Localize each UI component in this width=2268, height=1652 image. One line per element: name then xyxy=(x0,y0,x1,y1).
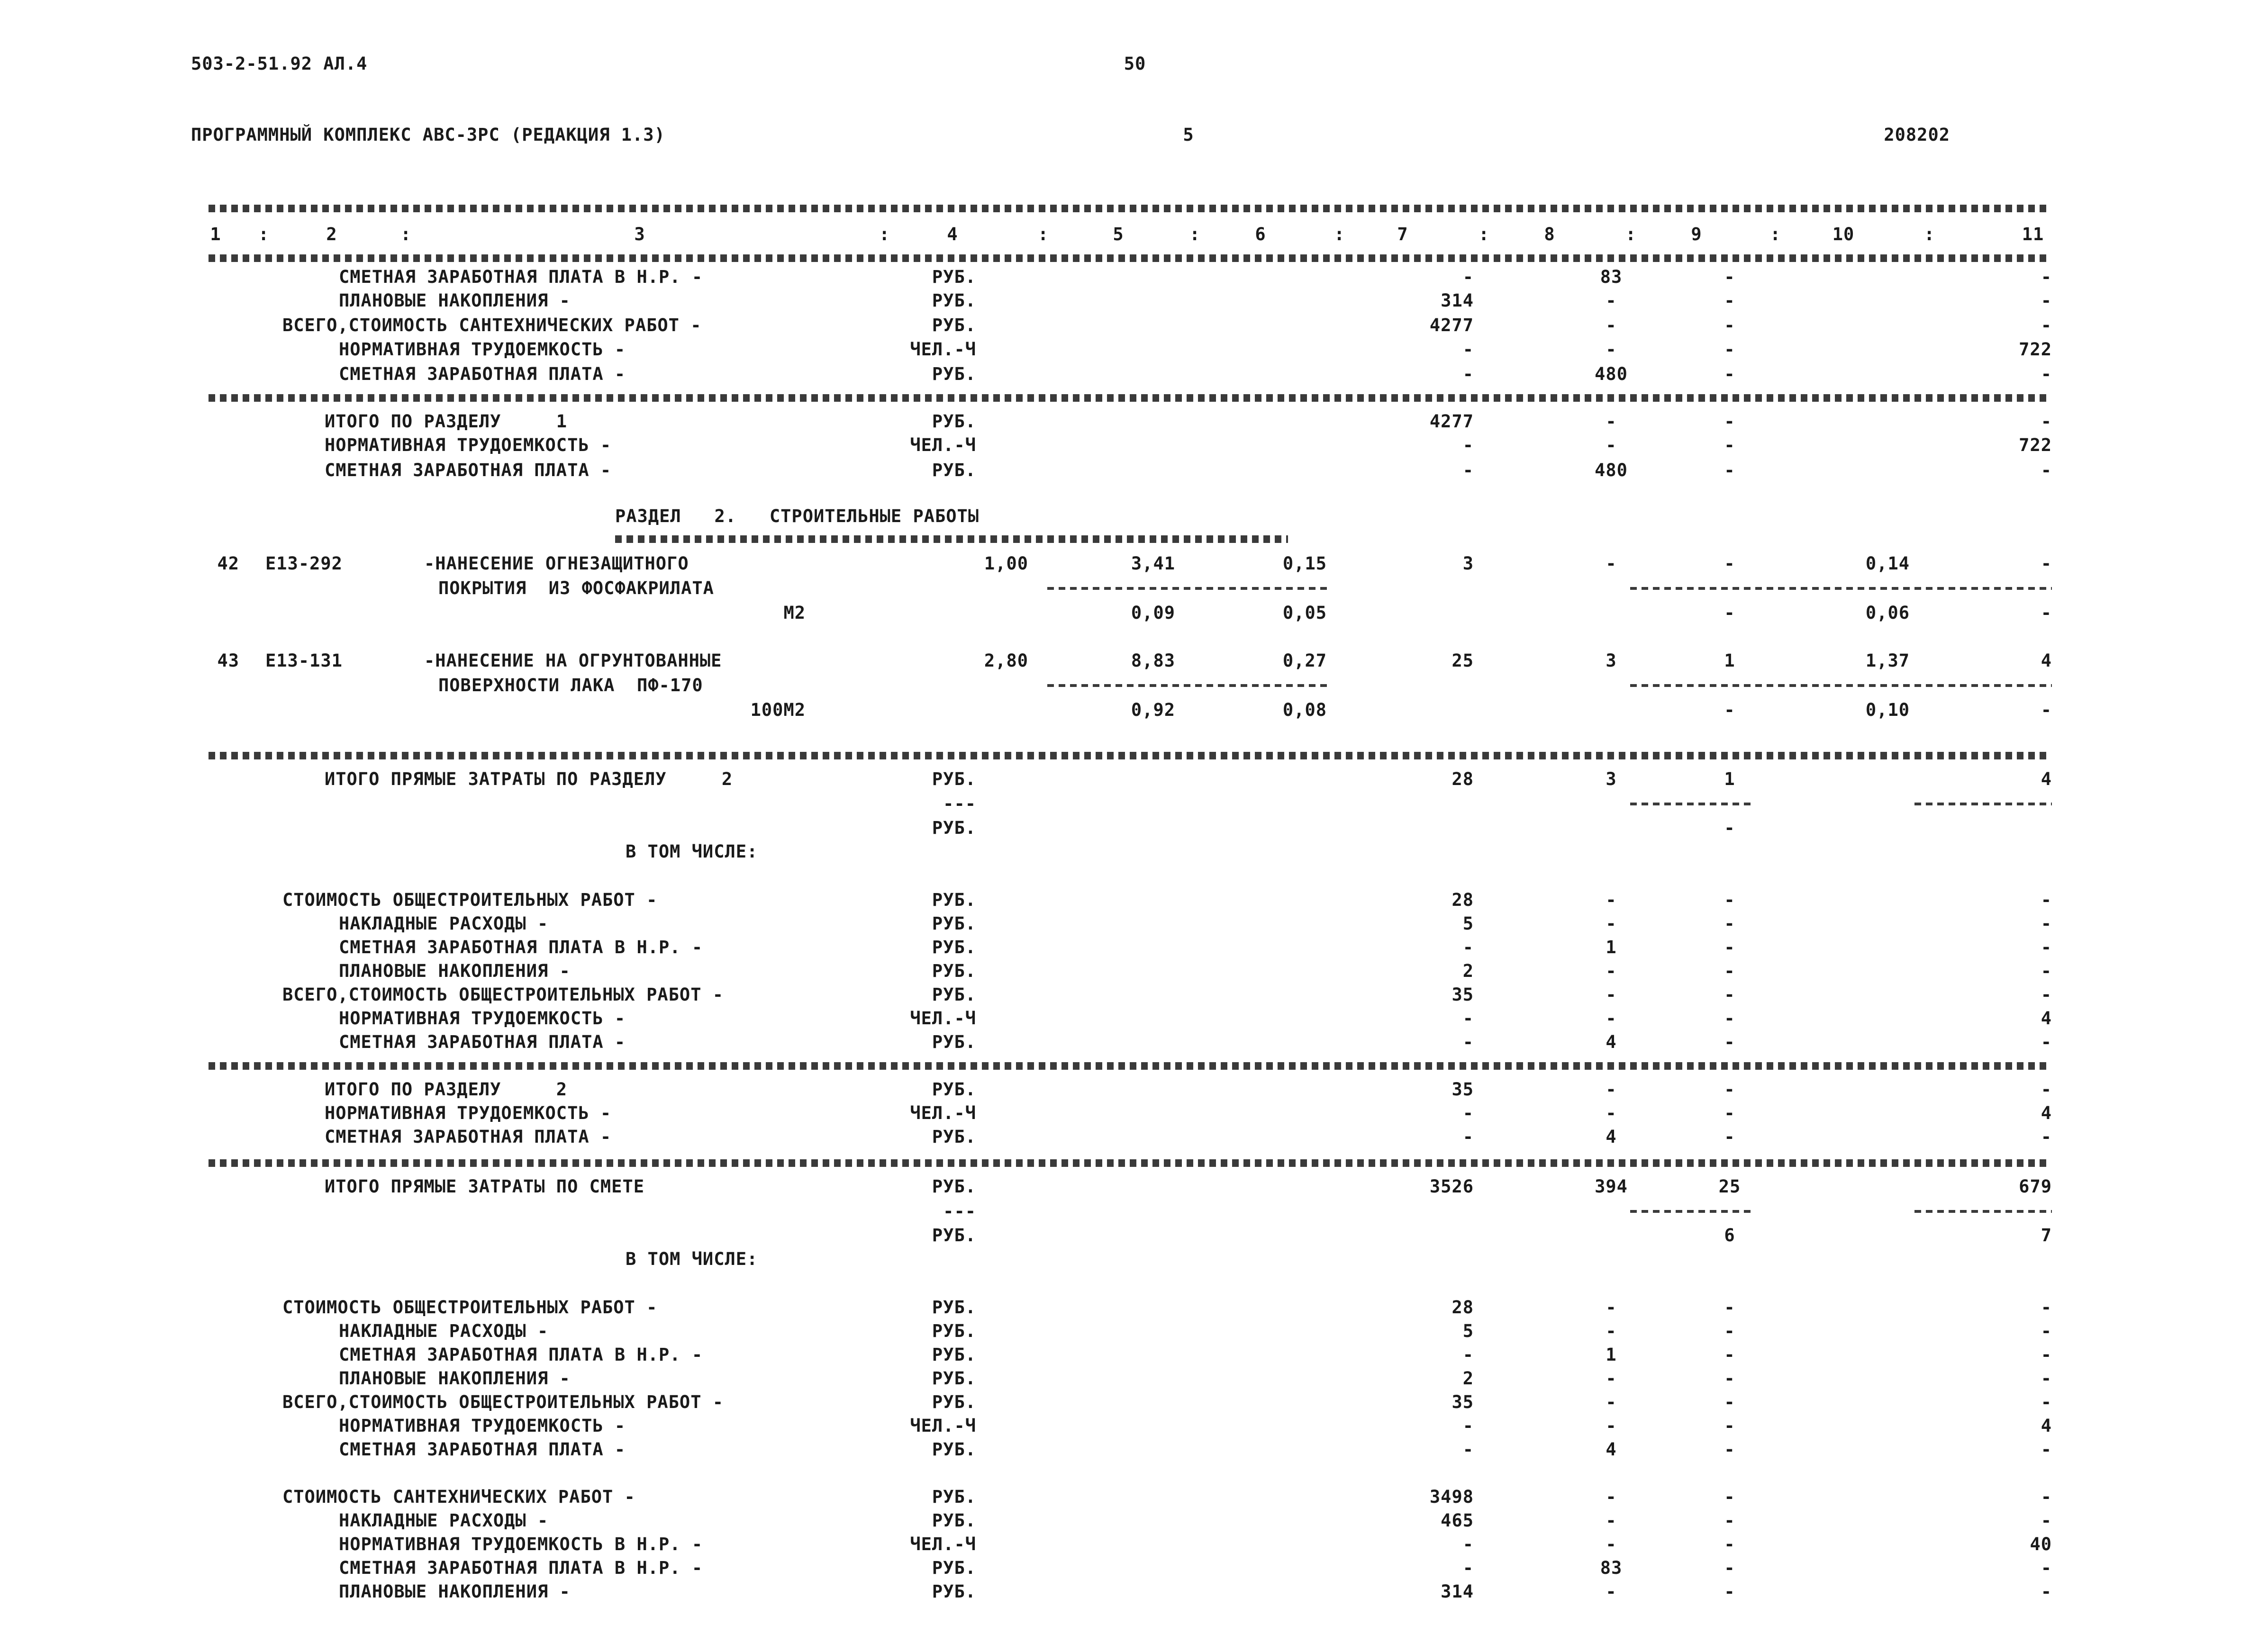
cell-col7: 3526 xyxy=(1429,1176,1474,1197)
cell-col11: 722 xyxy=(2019,339,2052,360)
row-label: СМЕТНАЯ ЗАРАБОТНАЯ ПЛАТА В Н.Р. - xyxy=(339,267,703,287)
cell-col9: - xyxy=(1724,1103,1735,1123)
cell-col11: - xyxy=(2041,890,2052,910)
cell-col10: 1,37 xyxy=(1865,650,1910,671)
cell-col9: - xyxy=(1724,315,1735,335)
row-unit: РУБ. xyxy=(932,1487,976,1507)
row-unit: РУБ. xyxy=(932,460,976,480)
cell-col8: - xyxy=(1606,1079,1617,1100)
column-separator: : xyxy=(1924,224,1935,244)
section-rule xyxy=(209,1062,2050,1070)
cell-col8: - xyxy=(1606,1392,1617,1412)
cell-col5: 3,41 xyxy=(1131,553,1175,574)
row-unit: ЧЕЛ.-Ч xyxy=(910,1008,976,1029)
cell-col8: - xyxy=(1606,290,1617,311)
cell-col11: - xyxy=(2041,1510,2052,1531)
row-unit: РУБ. xyxy=(932,984,976,1005)
row-label: СМЕТНАЯ ЗАРАБОТНАЯ ПЛАТА - xyxy=(325,1127,612,1147)
row-unit: ЧЕЛ.-Ч xyxy=(910,339,976,360)
cell-col7: 314 xyxy=(1441,1581,1474,1602)
cell-col9: - xyxy=(1724,1534,1735,1554)
cell-col9: - xyxy=(1724,435,1735,455)
cell-col9: - xyxy=(1724,1079,1735,1100)
cell-col8: - xyxy=(1606,339,1617,360)
column-header-5: 5 xyxy=(1113,224,1124,244)
row-unit: ЧЕЛ.-Ч xyxy=(910,1416,976,1436)
cell-col7: - xyxy=(1462,1439,1474,1460)
cell-col11: - xyxy=(2041,1032,2052,1052)
row-label: СМЕТНАЯ ЗАРАБОТНАЯ ПЛАТА - xyxy=(339,364,626,384)
cell-col7: 35 xyxy=(1452,1079,1474,1100)
row-unit: РУБ. xyxy=(932,315,976,335)
section-title-underline xyxy=(615,535,1288,543)
row-unit: РУБ. xyxy=(932,290,976,311)
row-label: ИТОГО ПО РАЗДЕЛУ 2 xyxy=(325,1079,568,1100)
cell-col6-sub: 0,08 xyxy=(1282,700,1327,720)
cell-col7: 28 xyxy=(1452,769,1474,789)
row-unit: РУБ. xyxy=(932,1345,976,1365)
row-label: СМЕТНАЯ ЗАРАБОТНАЯ ПЛАТА В Н.Р. - xyxy=(339,1558,703,1578)
column-separator: : xyxy=(879,224,890,244)
sub-rule xyxy=(1630,1210,1753,1213)
row-label: НОРМАТИВНАЯ ТРУДОЕМКОСТЬ - xyxy=(325,1103,612,1123)
cell-col11: 4 xyxy=(2041,1416,2052,1436)
row-unit: РУБ. xyxy=(932,1079,976,1100)
cell-col8: - xyxy=(1606,961,1617,981)
cell-col9: - xyxy=(1724,1008,1735,1029)
column-separator: : xyxy=(1189,224,1201,244)
item-quantity: 2,80 xyxy=(984,650,1028,671)
cell-col9-sub: - xyxy=(1724,603,1735,623)
row-unit: РУБ. xyxy=(932,818,976,838)
including-label: В ТОМ ЧИСЛЕ: xyxy=(626,841,758,862)
cell-col7: - xyxy=(1462,1103,1474,1123)
row-label: НОРМАТИВНАЯ ТРУДОЕМКОСТЬ - xyxy=(339,1008,626,1029)
item-code: Е13-292 xyxy=(265,553,343,574)
sub-rule xyxy=(1630,803,1753,805)
cell-col9-sub: - xyxy=(1724,700,1735,720)
section-rule xyxy=(209,394,2050,402)
doc-code: 503-2-51.92 АЛ.4 xyxy=(191,54,368,74)
cell-col7: 3498 xyxy=(1429,1487,1474,1507)
cell-col9: - xyxy=(1724,553,1735,574)
cell-col8: 480 xyxy=(1595,364,1628,384)
row-unit: РУБ. xyxy=(932,1558,976,1578)
cell-col8: 4 xyxy=(1606,1032,1617,1052)
section-rule xyxy=(209,1159,2050,1167)
cell-col11: - xyxy=(2041,937,2052,957)
row-unit: РУБ. xyxy=(932,890,976,910)
row-label: НОРМАТИВНАЯ ТРУДОЕМКОСТЬ - xyxy=(325,435,612,455)
row-label: СМЕТНАЯ ЗАРАБОТНАЯ ПЛАТА В Н.Р. - xyxy=(339,937,703,957)
cell-col11: - xyxy=(2041,1439,2052,1460)
table-top-rule xyxy=(209,205,2050,212)
cell-col11: - xyxy=(2041,267,2052,287)
cell-col11: - xyxy=(2041,1127,2052,1147)
row-label: НАКЛАДНЫЕ РАСХОДЫ - xyxy=(339,1510,549,1531)
cell-col11: 4 xyxy=(2041,1008,2052,1029)
cell-col9-sub: - xyxy=(1724,818,1735,838)
cell-col11: - xyxy=(2041,961,2052,981)
cell-col9: - xyxy=(1724,1510,1735,1531)
cell-col5-sub: 0,09 xyxy=(1131,603,1175,623)
cell-col9: - xyxy=(1724,1345,1735,1365)
cell-col11: - xyxy=(2041,1345,2052,1365)
column-separator: : xyxy=(1625,224,1637,244)
cell-col9: - xyxy=(1724,1321,1735,1341)
cell-col7: 465 xyxy=(1441,1510,1474,1531)
cell-col11: - xyxy=(2041,1079,2052,1100)
row-label: СТОИМОСТЬ ОБЩЕСТРОИТЕЛЬНЫХ РАБОТ - xyxy=(282,890,658,910)
cell-col8: 4 xyxy=(1606,1439,1617,1460)
cell-col6: 0,15 xyxy=(1282,553,1327,574)
cell-col8: 3 xyxy=(1606,769,1617,789)
cell-col8: - xyxy=(1606,1534,1617,1554)
cell-col5-sub: 0,92 xyxy=(1131,700,1175,720)
column-header-11: 11 xyxy=(2022,224,2044,244)
sub-rule xyxy=(1914,803,2052,805)
cell-col11: 40 xyxy=(2030,1534,2052,1554)
cell-col9: - xyxy=(1724,1487,1735,1507)
cell-col8: 480 xyxy=(1595,460,1628,480)
row-unit: РУБ. xyxy=(932,1032,976,1052)
cell-col9: - xyxy=(1724,1127,1735,1147)
cell-col9: - xyxy=(1724,411,1735,432)
cell-col7: 314 xyxy=(1441,290,1474,311)
cell-col7: 35 xyxy=(1452,984,1474,1005)
column-header-7: 7 xyxy=(1397,224,1408,244)
cell-col11: - xyxy=(2041,411,2052,432)
cell-col10: 0,14 xyxy=(1865,553,1910,574)
cell-col9: - xyxy=(1724,1558,1735,1578)
cell-col7: - xyxy=(1462,267,1474,287)
cell-col11: - xyxy=(2041,984,2052,1005)
cell-col9: - xyxy=(1724,1297,1735,1318)
cell-col9: - xyxy=(1724,1439,1735,1460)
row-label: СТОИМОСТЬ ОБЩЕСТРОИТЕЛЬНЫХ РАБОТ - xyxy=(282,1297,658,1318)
row-label: ИТОГО ПРЯМЫЕ ЗАТРАТЫ ПО РАЗДЕЛУ 2 xyxy=(325,769,733,789)
cell-col9: - xyxy=(1724,339,1735,360)
cell-col8: - xyxy=(1606,411,1617,432)
row-label: ВСЕГО,СТОИМОСТЬ ОБЩЕСТРОИТЕЛЬНЫХ РАБОТ - xyxy=(282,984,724,1005)
cell-col11: - xyxy=(2041,1487,2052,1507)
row-unit: РУБ. xyxy=(932,411,976,432)
cell-col8: - xyxy=(1606,1487,1617,1507)
cell-col7: - xyxy=(1462,435,1474,455)
column-separator: : xyxy=(1479,224,1490,244)
cell-col7: 4277 xyxy=(1429,411,1474,432)
cell-col11: 679 xyxy=(2019,1176,2052,1197)
cell-col9: - xyxy=(1724,460,1735,480)
cell-col8: 83 xyxy=(1600,1558,1623,1578)
page-number: 50 xyxy=(1124,54,1146,74)
cell-col8: - xyxy=(1606,1510,1617,1531)
cell-col7: 2 xyxy=(1462,961,1474,981)
cell-col9: - xyxy=(1724,961,1735,981)
row-unit: РУБ. xyxy=(932,1510,976,1531)
cell-col8: - xyxy=(1606,984,1617,1005)
row-unit: РУБ. xyxy=(932,913,976,934)
item-name-continued: ПОКРЫТИЯ ИЗ ФОСФАКРИЛАТА xyxy=(438,578,714,598)
row-label: ВСЕГО,СТОИМОСТЬ ОБЩЕСТРОИТЕЛЬНЫХ РАБОТ - xyxy=(282,1392,724,1412)
cell-col11: 722 xyxy=(2019,435,2052,455)
cell-col8: - xyxy=(1606,1416,1617,1436)
column-header-10: 10 xyxy=(1832,224,1855,244)
item-quantity: 1,00 xyxy=(984,553,1028,574)
cell-col6-sub: 0,05 xyxy=(1282,603,1327,623)
row-unit: ЧЕЛ.-Ч xyxy=(910,1103,976,1123)
column-header-2: 2 xyxy=(326,224,337,244)
cell-col11: - xyxy=(2041,364,2052,384)
section-title: РАЗДЕЛ 2. СТРОИТЕЛЬНЫЕ РАБОТЫ xyxy=(615,506,980,526)
cell-col6: 0,27 xyxy=(1282,650,1327,671)
column-header-8: 8 xyxy=(1544,224,1555,244)
row-label: ИТОГО ПРЯМЫЕ ЗАТРАТЫ ПО СМЕТЕ xyxy=(325,1176,645,1197)
column-separator: : xyxy=(1770,224,1781,244)
column-separator: : xyxy=(258,224,270,244)
cell-col9-sub: 6 xyxy=(1724,1225,1735,1246)
cell-col8: 1 xyxy=(1606,937,1617,957)
cell-col8: 1 xyxy=(1606,1345,1617,1365)
cell-col11: - xyxy=(2041,290,2052,311)
cell-col8: - xyxy=(1606,1368,1617,1389)
row-label: НАКЛАДНЫЕ РАСХОДЫ - xyxy=(339,1321,549,1341)
cell-col9: - xyxy=(1724,937,1735,957)
cell-col8: 4 xyxy=(1606,1127,1617,1147)
column-header-3: 3 xyxy=(634,224,645,244)
cell-col7: - xyxy=(1462,1032,1474,1052)
program-title: ПРОГРАММНЫЙ КОМПЛЕКС АВС-3РС (РЕДАКЦИЯ 1.3) xyxy=(191,125,665,145)
cell-col8: 83 xyxy=(1600,267,1623,287)
row-label: НОРМАТИВНАЯ ТРУДОЕМКОСТЬ - xyxy=(339,1416,626,1436)
item-name: -НАНЕСЕНИЕ ОГНЕЗАЩИТНОГО xyxy=(424,553,689,574)
row-unit: РУБ. xyxy=(932,1297,976,1318)
row-unit: РУБ. xyxy=(932,267,976,287)
cell-col5: 8,83 xyxy=(1131,650,1175,671)
cell-col8: - xyxy=(1606,1581,1617,1602)
including-label: В ТОМ ЧИСЛЕ: xyxy=(626,1249,758,1269)
sub-rule xyxy=(1914,1210,2052,1213)
cell-col8: - xyxy=(1606,1297,1617,1318)
cell-col9: - xyxy=(1724,1581,1735,1602)
sheet-number: 5 xyxy=(1183,125,1194,145)
cell-col7: - xyxy=(1462,339,1474,360)
row-unit: РУБ. xyxy=(932,961,976,981)
row-label: НОРМАТИВНАЯ ТРУДОЕМКОСТЬ - xyxy=(339,339,626,360)
row-unit: РУБ. xyxy=(932,1581,976,1602)
cell-col9: 25 xyxy=(1718,1176,1741,1197)
cell-col11-sub: - xyxy=(2041,700,2052,720)
item-name-continued: ПОВЕРХНОСТИ ЛАКА ПФ-170 xyxy=(438,675,703,695)
cell-col8: - xyxy=(1606,435,1617,455)
cell-col11: - xyxy=(2041,1558,2052,1578)
cell-col8: - xyxy=(1606,913,1617,934)
cell-col11: - xyxy=(2041,1581,2052,1602)
item-number: 43 xyxy=(217,650,239,671)
cell-col9: 1 xyxy=(1724,769,1735,789)
row-unit: РУБ. xyxy=(932,364,976,384)
cell-col7: 2 xyxy=(1462,1368,1474,1389)
row-unit: РУБ. xyxy=(932,937,976,957)
row-unit: ЧЕЛ.-Ч xyxy=(910,1534,976,1554)
item-sub-rule xyxy=(1047,587,1327,590)
cell-col7: 28 xyxy=(1452,1297,1474,1318)
cell-col8: - xyxy=(1606,1321,1617,1341)
column-header-4: 4 xyxy=(947,224,958,244)
cell-col8: - xyxy=(1606,890,1617,910)
row-label: НОРМАТИВНАЯ ТРУДОЕМКОСТЬ В Н.Р. - xyxy=(339,1534,703,1554)
cell-col7: 5 xyxy=(1462,913,1474,934)
row-label: СМЕТНАЯ ЗАРАБОТНАЯ ПЛАТА - xyxy=(339,1032,626,1052)
cell-col9: - xyxy=(1724,984,1735,1005)
row-label: ИТОГО ПО РАЗДЕЛУ 1 xyxy=(325,411,568,432)
row-unit: РУБ. xyxy=(932,1368,976,1389)
cell-col11: - xyxy=(2041,460,2052,480)
cell-col7: 5 xyxy=(1462,1321,1474,1341)
cell-col11: - xyxy=(2041,1321,2052,1341)
cell-col7: 28 xyxy=(1452,890,1474,910)
row-unit: ЧЕЛ.-Ч xyxy=(910,435,976,455)
column-separator: : xyxy=(1038,224,1049,244)
cell-col11: 4 xyxy=(2041,650,2052,671)
cell-col11: 4 xyxy=(2041,1103,2052,1123)
item-sub-rule xyxy=(1630,587,2052,590)
cell-col11: 4 xyxy=(2041,769,2052,789)
unit-separator: --- xyxy=(943,794,976,814)
row-label: НАКЛАДНЫЕ РАСХОДЫ - xyxy=(339,913,549,934)
item-unit: 100М2 xyxy=(750,700,806,720)
row-label: ПЛАНОВЫЕ НАКОПЛЕНИЯ - xyxy=(339,961,571,981)
row-label: ВСЕГО,СТОИМОСТЬ САНТЕХНИЧЕСКИХ РАБОТ - xyxy=(282,315,702,335)
item-name: -НАНЕСЕНИЕ НА ОГРУНТОВАННЫЕ xyxy=(424,650,722,671)
row-unit: РУБ. xyxy=(932,1392,976,1412)
cell-col8: - xyxy=(1606,1103,1617,1123)
item-sub-rule xyxy=(1047,684,1327,687)
cell-col10-sub: 0,06 xyxy=(1865,603,1910,623)
header-bottom-rule xyxy=(209,254,2050,262)
column-header-6: 6 xyxy=(1255,224,1266,244)
cell-col11-sub: 7 xyxy=(2041,1225,2052,1246)
column-header-9: 9 xyxy=(1691,224,1702,244)
cell-col7: - xyxy=(1462,937,1474,957)
row-unit: РУБ. xyxy=(932,1225,976,1246)
cell-col7: - xyxy=(1462,1345,1474,1365)
cell-col8: 394 xyxy=(1595,1176,1628,1197)
cell-col8: - xyxy=(1606,553,1617,574)
row-label: СМЕТНАЯ ЗАРАБОТНАЯ ПЛАТА - xyxy=(339,1439,626,1460)
cell-col7: - xyxy=(1462,460,1474,480)
cell-col7: - xyxy=(1462,1416,1474,1436)
cell-col9: - xyxy=(1724,1368,1735,1389)
cell-col7: 3 xyxy=(1462,553,1474,574)
row-unit: РУБ. xyxy=(932,769,976,789)
cell-col8: - xyxy=(1606,315,1617,335)
cell-col9: - xyxy=(1724,290,1735,311)
item-unit: М2 xyxy=(783,603,806,623)
cell-col7: 35 xyxy=(1452,1392,1474,1412)
cell-col11: - xyxy=(2041,315,2052,335)
column-header-1: 1 xyxy=(210,224,221,244)
cell-col9: - xyxy=(1724,913,1735,934)
row-label: СТОИМОСТЬ САНТЕХНИЧЕСКИХ РАБОТ - xyxy=(282,1487,635,1507)
cell-col7: - xyxy=(1462,1534,1474,1554)
section-rule xyxy=(209,752,2050,759)
cell-col11: - xyxy=(2041,1392,2052,1412)
cell-col9: - xyxy=(1724,364,1735,384)
cell-col7: - xyxy=(1462,1558,1474,1578)
cell-col9: - xyxy=(1724,1416,1735,1436)
cell-col9: - xyxy=(1724,1392,1735,1412)
cell-col7: - xyxy=(1462,1127,1474,1147)
row-unit: РУБ. xyxy=(932,1127,976,1147)
row-label: ПЛАНОВЫЕ НАКОПЛЕНИЯ - xyxy=(339,1581,571,1602)
cell-col11: - xyxy=(2041,1368,2052,1389)
cell-col8: - xyxy=(1606,1008,1617,1029)
cell-col8: 3 xyxy=(1606,650,1617,671)
item-code: Е13-131 xyxy=(265,650,343,671)
item-sub-rule xyxy=(1630,684,2052,687)
cell-col9: 1 xyxy=(1724,650,1735,671)
row-unit: РУБ. xyxy=(932,1321,976,1341)
doc-id: 208202 xyxy=(1884,125,1950,145)
cell-col9: - xyxy=(1724,267,1735,287)
cell-col7: 4277 xyxy=(1429,315,1474,335)
cell-col10-sub: 0,10 xyxy=(1865,700,1910,720)
cell-col11: - xyxy=(2041,553,2052,574)
cell-col11-sub: - xyxy=(2041,603,2052,623)
row-label: СМЕТНАЯ ЗАРАБОТНАЯ ПЛАТА - xyxy=(325,460,612,480)
row-label: ПЛАНОВЫЕ НАКОПЛЕНИЯ - xyxy=(339,1368,571,1389)
column-separator: : xyxy=(400,224,412,244)
row-unit: РУБ. xyxy=(932,1439,976,1460)
cell-col9: - xyxy=(1724,1032,1735,1052)
row-label: ПЛАНОВЫЕ НАКОПЛЕНИЯ - xyxy=(339,290,571,311)
cell-col11: - xyxy=(2041,913,2052,934)
cell-col7: - xyxy=(1462,1008,1474,1029)
unit-separator: --- xyxy=(943,1201,976,1221)
cell-col7: 25 xyxy=(1452,650,1474,671)
row-label: СМЕТНАЯ ЗАРАБОТНАЯ ПЛАТА В Н.Р. - xyxy=(339,1345,703,1365)
cell-col11: - xyxy=(2041,1297,2052,1318)
row-unit: РУБ. xyxy=(932,1176,976,1197)
cell-col9: - xyxy=(1724,890,1735,910)
cell-col7: - xyxy=(1462,364,1474,384)
item-number: 42 xyxy=(217,553,239,574)
column-separator: : xyxy=(1334,224,1345,244)
